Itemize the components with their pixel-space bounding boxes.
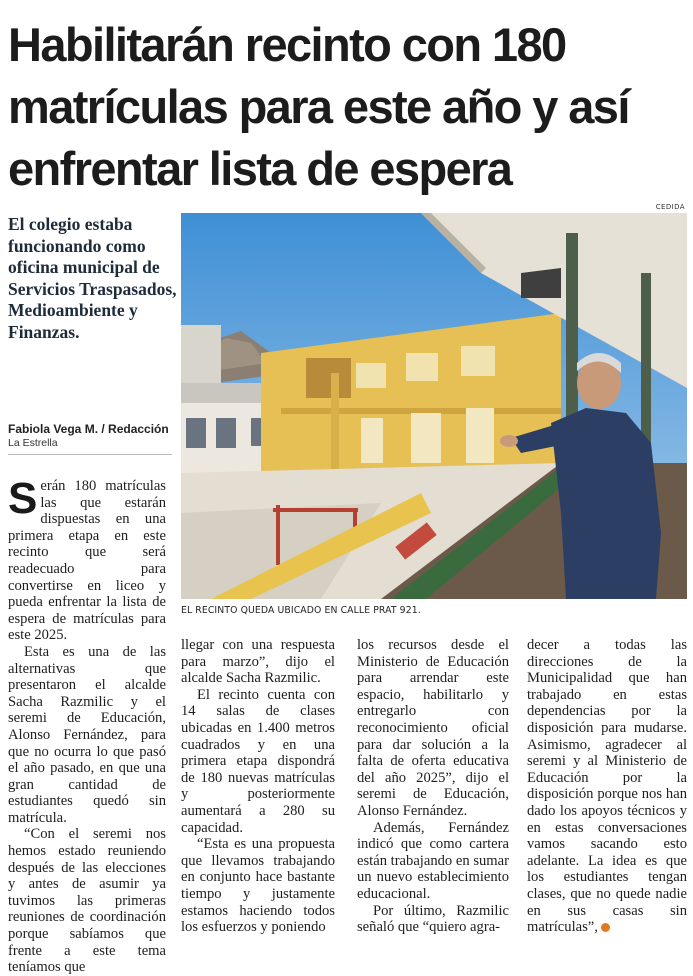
drop-cap: S [8,474,38,523]
paragraph: Además, Fernández indicó que como cartera están trabajando en sumar un nuevo establecimiento educacional. [357,819,509,902]
byline-divider [8,454,172,455]
paragraph: Esta es una de las alternativas que presentaron el alcalde Sacha Razmilic y el seremi de Educación, Alonso Fernández, para que no ocurra lo que pasó el año pasado, en que una gran cantidad de estudiantes quedó sin matrícula. [8,643,166,826]
photo-credit: CEDIDA [655,203,685,211]
photo-caption: EL RECINTO QUEDA UBICADO EN CALLE PRAT 921. [181,605,421,616]
paragraph: El recinto cuenta con 14 salas de clases ubicadas en 1.400 metros cuadrados y en una primera etapa dispondrá de 180 nuevas matrículas y posteriormente aumentará a 280 su capacidad. [181,686,335,836]
paragraph: llegar con una respuesta para marzo”, dijo el alcalde Sacha Razmilic. [181,637,335,687]
paragraph: Por último, Razmilic señaló que “quiero agra- [357,902,509,936]
paragraph: decer a todas las direcciones de la Municipalidad que han trabajado en estas dependencias por la disposición para mudarse. Asimismo, agradecer al seremi y al Ministerio de Educación por la disposición porque nos han dado los apoyos técnicos y en estas conversaciones vamos sacando esto adelante. La idea es que los estudiantes tengan clases, que no quede nadie en sus casas sin matrículas”, [527,637,687,936]
paragraph: los recursos desde el Ministerio de Educación para arrendar este espacio, habilitarlo y entregarlo con reconocimiento oficial para dar solución a la falta de oferta educativa del año 2025”, dijo el seremi de Educación, Alonso Fernández. [357,637,509,819]
byline: Fabiola Vega M. / Redacción [8,422,169,436]
publication-source: La Estrella [8,437,58,449]
paragraph: “Esta es una propuesta que llevamos trabajando en conjunto hace bastante tiempo y justamente estamos haciendo todos los esfuerzos y poniendo [181,836,335,936]
article-column-4 [527,637,687,936]
article-column-3 [357,637,509,936]
paragraph: “Con el seremi nos hemos estado reuniendo después de las elecciones y antes de asumir ya tuvimos las primeras reuniones de coordinación porque sabíamos que frente a este tema teníamos que [8,826,166,976]
lead-summary: El colegio estaba funcionando como oficina municipal de Servicios Traspasados, Medioambiente y Finanzas. [8,214,177,342]
paragraph: erán 180 matrículas las que estarán dispuestas en una primera etapa en este recinto que será readecuado para convertirse en liceo y pueda enfrentar la lista de espera de matrículas para este 2025. [8,478,166,644]
headline: Habilitarán recinto con 180 matrículas para este año y así enfrentar lista de espera [8,18,629,195]
article-column-1 [8,474,166,976]
article-photo [181,213,687,599]
orange-circle-end-mark-icon [601,923,610,932]
article-column-2 [181,637,335,936]
